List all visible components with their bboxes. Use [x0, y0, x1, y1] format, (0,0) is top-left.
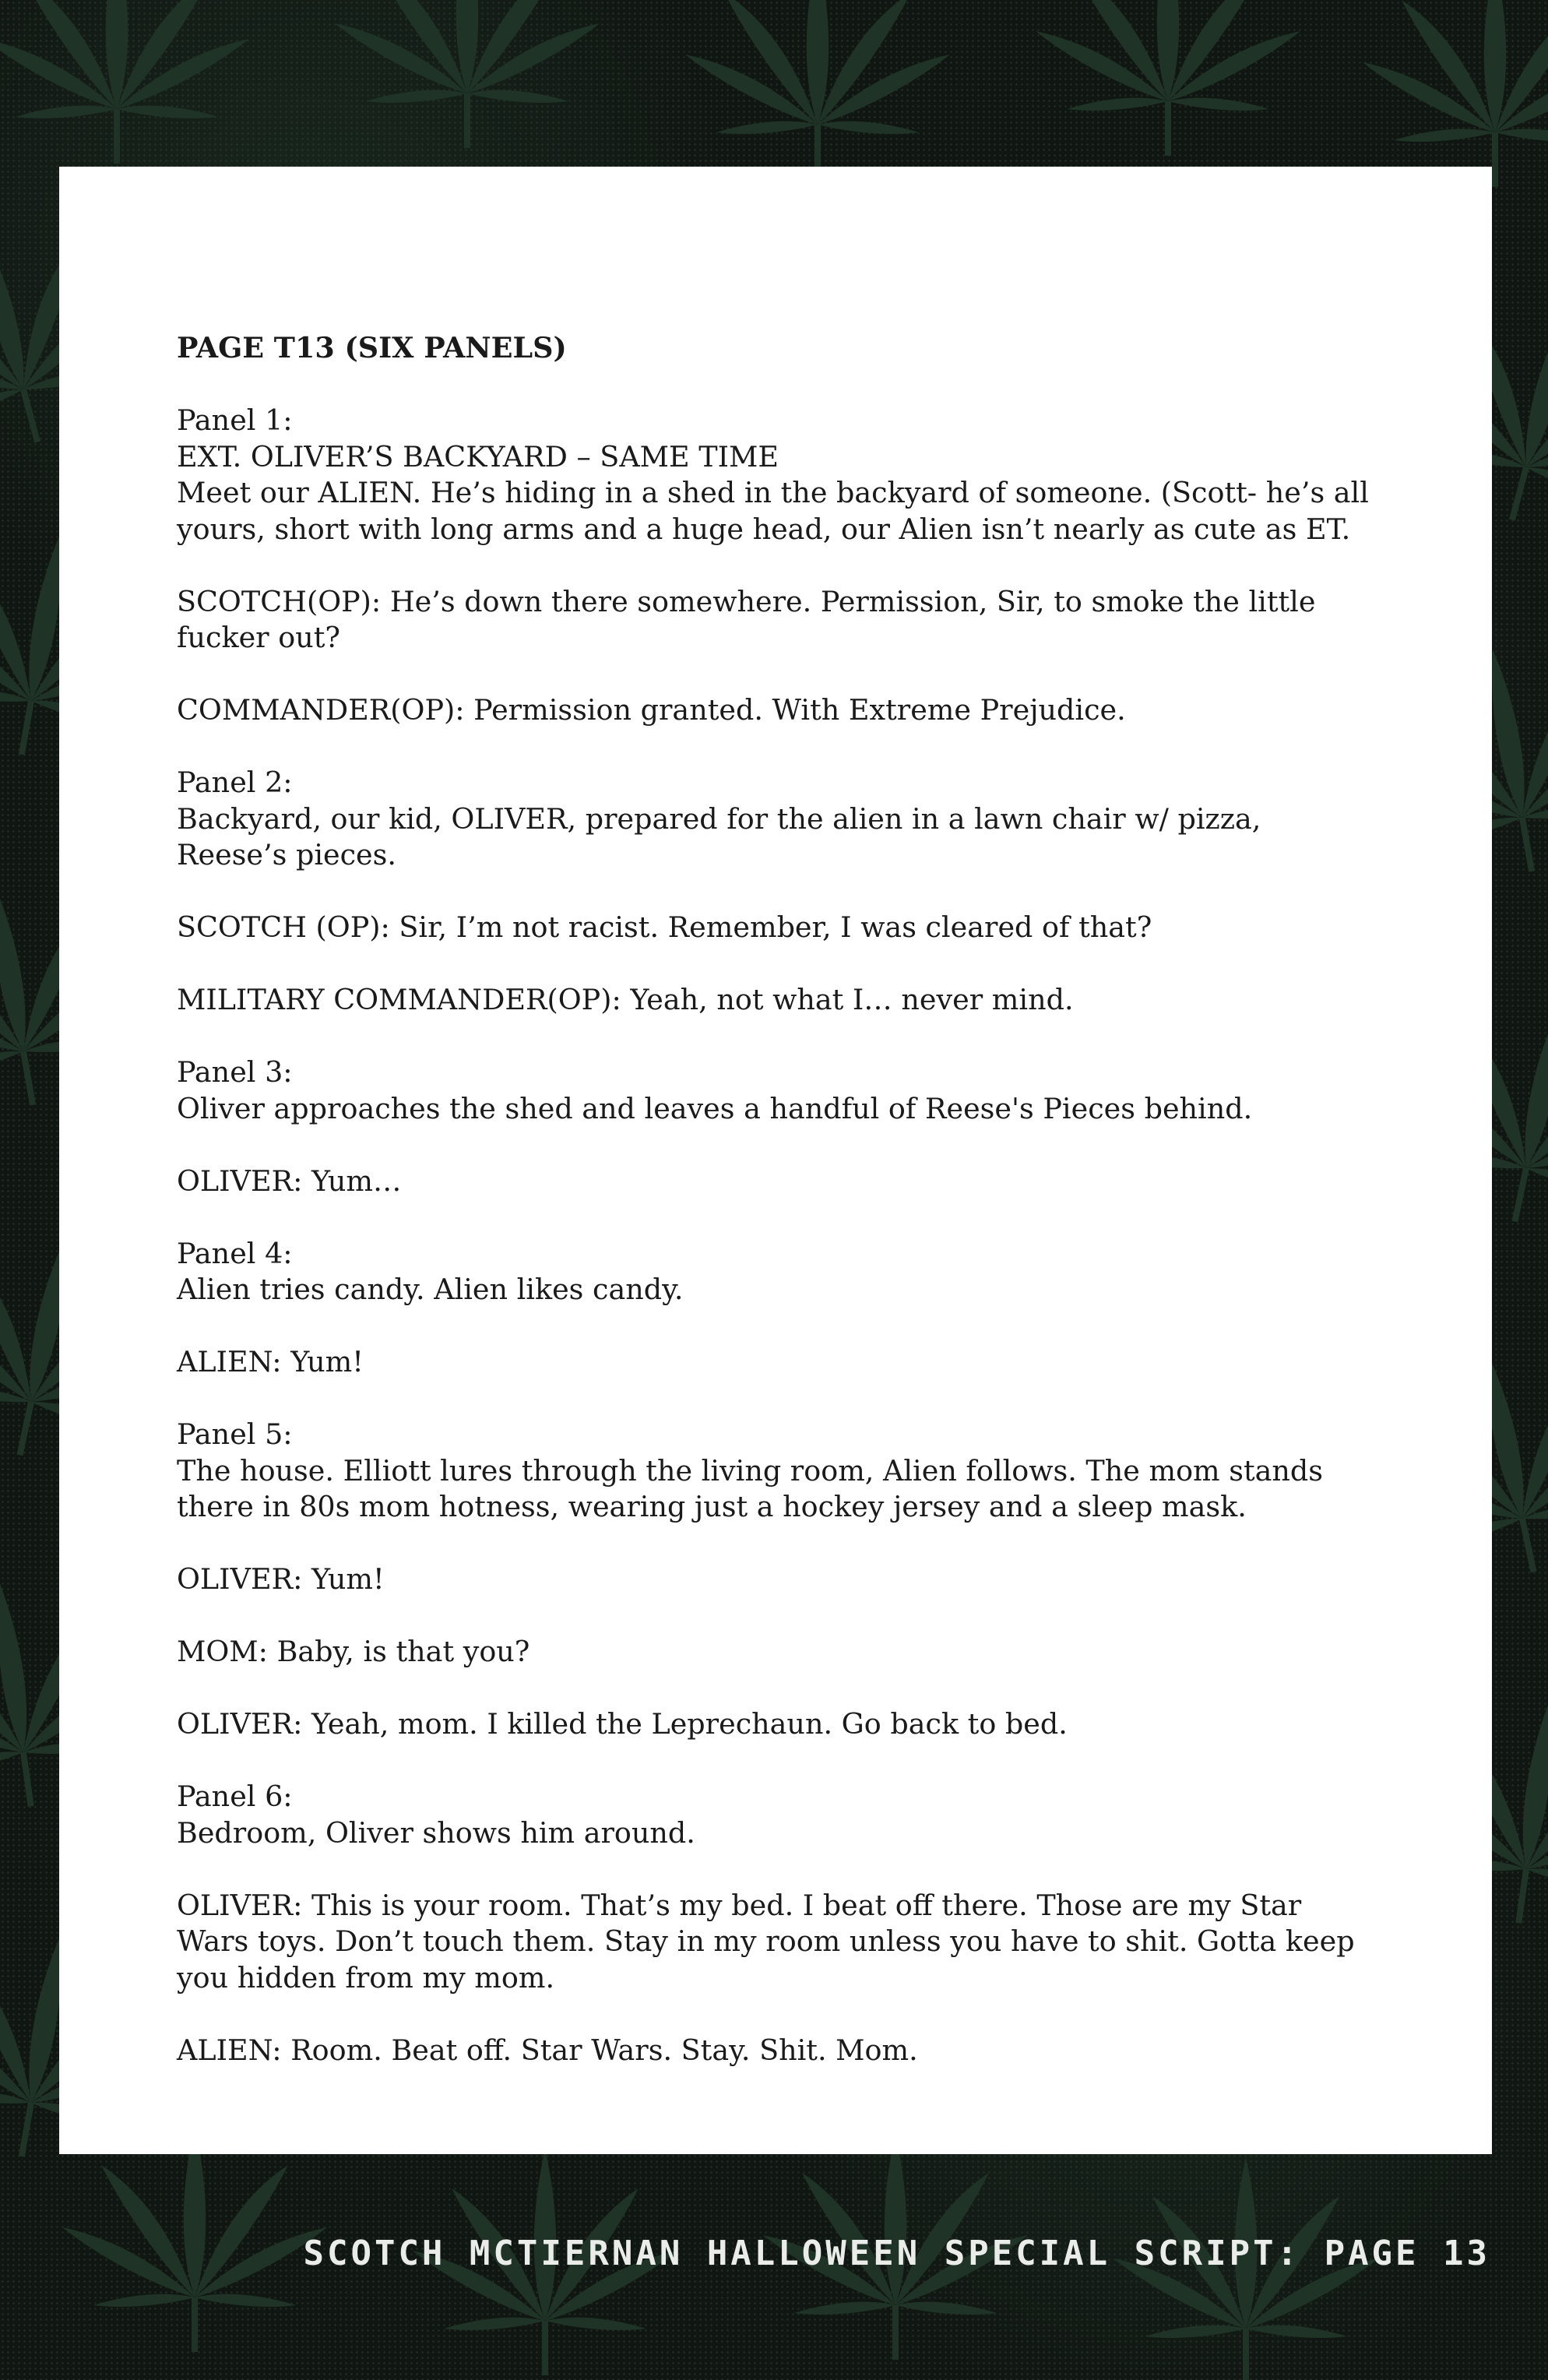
script-block [177, 1236, 1375, 1308]
script-line: EXT. OLIVER’S BACKYARD – SAME TIME [177, 439, 779, 474]
page-heading: PAGE T13 (SIX PANELS) [177, 331, 567, 364]
script-block [177, 1054, 1375, 1127]
script-block [177, 1344, 1375, 1381]
script-block [177, 982, 1375, 1019]
script-line: Panel 1: [177, 403, 293, 437]
script-block [177, 1164, 1375, 1200]
script-line: Panel 5: [177, 1417, 293, 1451]
script-block [177, 765, 1375, 874]
script-line: ALIEN: Yum! [177, 1345, 364, 1378]
script-page-sheet [59, 167, 1492, 2154]
script-blocks [177, 403, 1375, 2068]
script-line: OLIVER: Yeah, mom. I killed the Leprechaun. Go back to bed. [177, 1707, 1068, 1741]
script-line: Alien tries candy. Alien likes candy. [177, 1273, 684, 1306]
script-block [177, 1888, 1375, 1997]
script-line: Meet our ALIEN. He’s hiding in a shed in the backyard of someone. (Scott- he’s all yours, short with long arms and a huge head, our Alien isn’t nearly as cute as ET. [177, 476, 1369, 546]
script-line: OLIVER: Yum… [177, 1164, 402, 1198]
footer-page-label: SCOTCH MCTIERNAN HALLOWEEN SPECIAL SCRIPT: PAGE 13 [303, 2234, 1490, 2273]
script-block [177, 2033, 1375, 2069]
script-line: Oliver approaches the shed and leaves a handful of Reese's Pieces behind. [177, 1091, 1253, 1125]
script-block [177, 910, 1375, 946]
script-block [177, 1779, 1375, 1851]
script-line: SCOTCH(OP): He’s down there somewhere. Permission, Sir, to smoke the little fucker out? [177, 584, 1316, 654]
script-line: SCOTCH (OP): Sir, I’m not racist. Remember, I was cleared of that? [177, 910, 1152, 944]
script-line: ALIEN: Room. Beat off. Star Wars. Stay. Shit. Mom. [177, 2033, 918, 2067]
script-line: OLIVER: Yum! [177, 1562, 385, 1596]
script-block [177, 584, 1375, 657]
script-line: OLIVER: This is your room. That’s my bed. I beat off there. Those are my Star Wars toys. Don’t touch them. Stay in my room unless you have to shit. Gotta keep you hidden from my mom. [177, 1888, 1355, 1994]
script-line: COMMANDER(OP): Permission granted. With Extreme Prejudice. [177, 693, 1126, 727]
script-line: MOM: Baby, is that you? [177, 1635, 530, 1668]
script-line: Panel 3: [177, 1055, 293, 1089]
script-line: Backyard, our kid, OLIVER, prepared for the alien in a lawn chair w/ pizza, Reese’s pieces. [177, 801, 1261, 871]
script-block [177, 1417, 1375, 1526]
script-block [177, 1634, 1375, 1671]
script-line: Panel 6: [177, 1780, 293, 1813]
script-block [177, 1561, 1375, 1598]
script-line: Panel 4: [177, 1236, 293, 1270]
script-line: MILITARY COMMANDER(OP): Yeah, not what I… never mind. [177, 983, 1074, 1016]
script-block [177, 403, 1375, 547]
script-block [177, 1706, 1375, 1743]
script-block [177, 692, 1375, 729]
script-body [177, 330, 1375, 2068]
script-line: Bedroom, Oliver shows him around. [177, 1815, 695, 1850]
script-line: Panel 2: [177, 766, 293, 799]
script-line: The house. Elliott lures through the living room, Alien follows. The mom stands there in 80s mom hotness, wearing just a hockey jersey and a sleep mask. [177, 1453, 1324, 1523]
